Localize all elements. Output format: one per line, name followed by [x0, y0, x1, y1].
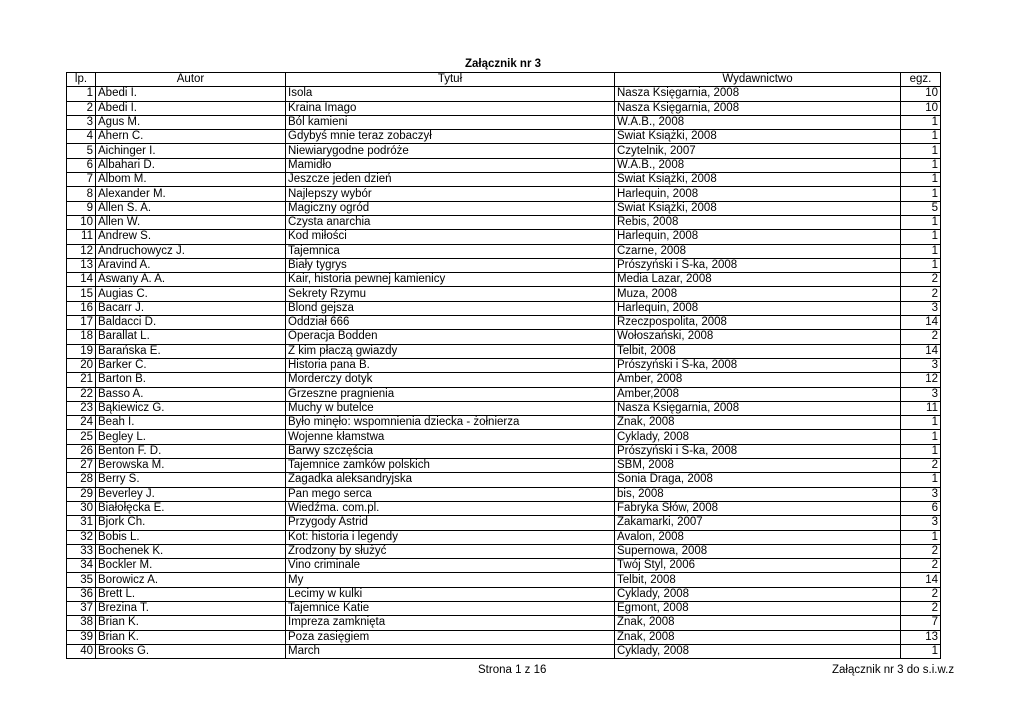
cell-egz: 1 [901, 430, 941, 444]
table-row [67, 215, 941, 229]
cell-egz: 2 [901, 459, 941, 473]
cell-tytul: Kraina Imago [286, 101, 615, 115]
cell-wydawnictwo: Nasza Księgarnia, 2008 [615, 101, 901, 115]
cell-wydawnictwo: Sonia Draga, 2008 [615, 473, 901, 487]
table-body [67, 87, 941, 659]
table-row [67, 101, 941, 115]
table-row [67, 115, 941, 129]
cell-tytul: Morderczy dotyk [286, 373, 615, 387]
table-row [67, 473, 941, 487]
cell-egz: 6 [901, 501, 941, 515]
cell-autor: Bobis L. [96, 530, 286, 544]
cell-wydawnictwo: Czarne, 2008 [615, 244, 901, 258]
table-row [67, 158, 941, 172]
cell-egz: 1 [901, 230, 941, 244]
cell-egz: 2 [901, 587, 941, 601]
table-row [67, 187, 941, 201]
cell-egz: 2 [901, 601, 941, 615]
table-row [67, 244, 941, 258]
cell-wydawnictwo: Telbit, 2008 [615, 344, 901, 358]
cell-wydawnictwo: W.A.B., 2008 [615, 158, 901, 172]
cell-lp: 26 [67, 444, 96, 458]
header-wydawnictwo: Wydawnictwo [615, 73, 901, 87]
cell-lp: 30 [67, 501, 96, 515]
cell-wydawnictwo: Fabryka Słów, 2008 [615, 501, 901, 515]
cell-lp: 15 [67, 287, 96, 301]
cell-wydawnictwo: Media Lazar, 2008 [615, 273, 901, 287]
cell-lp: 38 [67, 616, 96, 630]
table-header-row [67, 73, 941, 87]
table-row [67, 201, 941, 215]
table-row [67, 87, 941, 101]
cell-lp: 32 [67, 530, 96, 544]
cell-lp: 39 [67, 630, 96, 644]
cell-autor: Brooks G. [96, 644, 286, 658]
cell-tytul: Grzeszne pragnienia [286, 387, 615, 401]
cell-egz: 2 [901, 273, 941, 287]
cell-autor: Barker C. [96, 358, 286, 372]
cell-tytul: Tajemnice zamków polskich [286, 459, 615, 473]
cell-egz: 1 [901, 258, 941, 272]
table-row [67, 644, 941, 658]
cell-tytul: Zagadka aleksandryjska [286, 473, 615, 487]
cell-lp: 33 [67, 544, 96, 558]
table-row [67, 173, 941, 187]
cell-wydawnictwo: Nasza Księgarnia, 2008 [615, 401, 901, 415]
cell-wydawnictwo: Wołoszański, 2008 [615, 330, 901, 344]
cell-tytul: Barwy szczęścia [286, 444, 615, 458]
cell-autor: Abedi I. [96, 87, 286, 101]
cell-lp: 25 [67, 430, 96, 444]
cell-egz: 14 [901, 344, 941, 358]
cell-egz: 2 [901, 544, 941, 558]
cell-egz: 3 [901, 516, 941, 530]
table-row [67, 601, 941, 615]
cell-autor: Brett L. [96, 587, 286, 601]
cell-wydawnictwo: Nasza Księgarnia, 2008 [615, 87, 901, 101]
cell-tytul: Magiczny ogród [286, 201, 615, 215]
cell-lp: 21 [67, 373, 96, 387]
table-row [67, 301, 941, 315]
cell-autor: Barańska E. [96, 344, 286, 358]
cell-tytul: Czysta anarchia [286, 215, 615, 229]
cell-autor: Aravind A. [96, 258, 286, 272]
cell-egz: 1 [901, 244, 941, 258]
cell-lp: 8 [67, 187, 96, 201]
cell-egz: 2 [901, 559, 941, 573]
cell-tytul: Impreza zamknięta [286, 616, 615, 630]
cell-autor: Ahern C. [96, 130, 286, 144]
cell-lp: 18 [67, 330, 96, 344]
cell-lp: 37 [67, 601, 96, 615]
cell-wydawnictwo: Harlequin, 2008 [615, 187, 901, 201]
table-row [67, 387, 941, 401]
cell-autor: Brian K. [96, 630, 286, 644]
table-row [67, 273, 941, 287]
cell-wydawnictwo: Znak, 2008 [615, 416, 901, 430]
cell-autor: Bockler M. [96, 559, 286, 573]
cell-lp: 4 [67, 130, 96, 144]
cell-wydawnictwo: Prószyński i S-ka, 2008 [615, 444, 901, 458]
table-row [67, 487, 941, 501]
table-row [67, 459, 941, 473]
cell-egz: 7 [901, 616, 941, 630]
cell-tytul: Kod miłości [286, 230, 615, 244]
cell-egz: 1 [901, 416, 941, 430]
cell-egz: 10 [901, 87, 941, 101]
cell-wydawnictwo: Supernowa, 2008 [615, 544, 901, 558]
cell-lp: 16 [67, 301, 96, 315]
cell-autor: Aswany A. A. [96, 273, 286, 287]
cell-egz: 10 [901, 101, 941, 115]
cell-egz: 2 [901, 287, 941, 301]
cell-tytul: Operacja Bodden [286, 330, 615, 344]
cell-egz: 1 [901, 144, 941, 158]
header-egz: egz. [901, 73, 941, 87]
cell-tytul: Gdybyś mnie teraz zobaczył [286, 130, 615, 144]
cell-wydawnictwo: Świat Książki, 2008 [615, 173, 901, 187]
cell-lp: 23 [67, 401, 96, 415]
cell-autor: Baldacci D. [96, 316, 286, 330]
cell-tytul: Sekrety Rzymu [286, 287, 615, 301]
books-table [66, 72, 941, 659]
cell-lp: 29 [67, 487, 96, 501]
cell-lp: 19 [67, 344, 96, 358]
cell-lp: 6 [67, 158, 96, 172]
cell-wydawnictwo: Cyklady, 2008 [615, 587, 901, 601]
cell-lp: 3 [67, 115, 96, 129]
cell-autor: Abedi I. [96, 101, 286, 115]
table-row [67, 344, 941, 358]
cell-lp: 40 [67, 644, 96, 658]
table-row [67, 373, 941, 387]
page-number: Strona 1 z 16 [478, 664, 547, 676]
cell-egz: 3 [901, 487, 941, 501]
cell-autor: Bjork Ch. [96, 516, 286, 530]
cell-tytul: Zrodzony by służyć [286, 544, 615, 558]
cell-autor: Brezina T. [96, 601, 286, 615]
table-row [67, 630, 941, 644]
cell-tytul: Przygody Astrid [286, 516, 615, 530]
cell-wydawnictwo: Cyklady, 2008 [615, 430, 901, 444]
cell-wydawnictwo: Avalon, 2008 [615, 530, 901, 544]
cell-lp: 36 [67, 587, 96, 601]
cell-tytul: Tajemnica [286, 244, 615, 258]
cell-autor: Brian K. [96, 616, 286, 630]
cell-autor: Barton B. [96, 373, 286, 387]
cell-egz: 5 [901, 201, 941, 215]
cell-wydawnictwo: Muza, 2008 [615, 287, 901, 301]
table-row [67, 559, 941, 573]
cell-egz: 1 [901, 173, 941, 187]
cell-tytul: Biały tygrys [286, 258, 615, 272]
cell-wydawnictwo: Świat Książki, 2008 [615, 201, 901, 215]
cell-tytul: Historia pana B. [286, 358, 615, 372]
cell-egz: 1 [901, 158, 941, 172]
cell-tytul: Kair, historia pewnej kamienicy [286, 273, 615, 287]
footer-annex-label: Załącznik nr 3 do s.i.w.z [832, 664, 955, 676]
cell-tytul: Z kim płaczą gwiazdy [286, 344, 615, 358]
cell-tytul: March [286, 644, 615, 658]
table-row [67, 316, 941, 330]
cell-tytul: Mamidło [286, 158, 615, 172]
cell-wydawnictwo: Egmont, 2008 [615, 601, 901, 615]
cell-autor: Bochenek K. [96, 544, 286, 558]
cell-wydawnictwo: Rebis, 2008 [615, 215, 901, 229]
table-row [67, 401, 941, 415]
cell-lp: 1 [67, 87, 96, 101]
cell-tytul: Oddział 666 [286, 316, 615, 330]
cell-egz: 14 [901, 316, 941, 330]
cell-wydawnictwo: W.A.B., 2008 [615, 115, 901, 129]
cell-lp: 17 [67, 316, 96, 330]
cell-egz: 1 [901, 444, 941, 458]
cell-lp: 22 [67, 387, 96, 401]
cell-autor: Andruchowycz J. [96, 244, 286, 258]
table-row [67, 330, 941, 344]
cell-autor: Borowicz A. [96, 573, 286, 587]
cell-autor: Białołęcka E. [96, 501, 286, 515]
table-row [67, 544, 941, 558]
cell-wydawnictwo: Telbit, 2008 [615, 573, 901, 587]
table-row [67, 587, 941, 601]
cell-wydawnictwo: Świat Książki, 2008 [615, 130, 901, 144]
cell-autor: Benton F. D. [96, 444, 286, 458]
cell-autor: Beah I. [96, 416, 286, 430]
cell-egz: 3 [901, 387, 941, 401]
cell-tytul: Isola [286, 87, 615, 101]
cell-lp: 7 [67, 173, 96, 187]
cell-wydawnictwo: Harlequin, 2008 [615, 230, 901, 244]
table-row [67, 573, 941, 587]
cell-lp: 20 [67, 358, 96, 372]
table-row [67, 358, 941, 372]
cell-wydawnictwo: Twój Styl, 2006 [615, 559, 901, 573]
cell-autor: Augias C. [96, 287, 286, 301]
table-row [67, 501, 941, 515]
cell-autor: Andrew S. [96, 230, 286, 244]
cell-tytul: Lecimy w kulki [286, 587, 615, 601]
table-row [67, 616, 941, 630]
cell-autor: Allen S. A. [96, 201, 286, 215]
cell-tytul: Wojenne kłamstwa [286, 430, 615, 444]
cell-egz: 3 [901, 358, 941, 372]
cell-autor: Bacarr J. [96, 301, 286, 315]
cell-autor: Allen W. [96, 215, 286, 229]
table-row [67, 230, 941, 244]
cell-tytul: Muchy w butelce [286, 401, 615, 415]
cell-lp: 31 [67, 516, 96, 530]
cell-lp: 11 [67, 230, 96, 244]
cell-tytul: Vino criminale [286, 559, 615, 573]
header-lp: lp. [67, 73, 96, 87]
cell-wydawnictwo: Czytelnik, 2007 [615, 144, 901, 158]
table-row [67, 430, 941, 444]
cell-lp: 27 [67, 459, 96, 473]
cell-wydawnictwo: Amber, 2008 [615, 373, 901, 387]
cell-lp: 24 [67, 416, 96, 430]
cell-autor: Aichinger I. [96, 144, 286, 158]
cell-tytul: Kot: historia i legendy [286, 530, 615, 544]
cell-egz: 1 [901, 644, 941, 658]
cell-tytul: Wiedźma. com.pl. [286, 501, 615, 515]
document-title: Załącznik nr 3 [464, 58, 542, 70]
table-row [67, 530, 941, 544]
cell-egz: 13 [901, 630, 941, 644]
cell-wydawnictwo: Cyklady, 2008 [615, 644, 901, 658]
cell-lp: 5 [67, 144, 96, 158]
cell-tytul: Jeszcze jeden dzień [286, 173, 615, 187]
cell-lp: 13 [67, 258, 96, 272]
table-row [67, 516, 941, 530]
cell-wydawnictwo: bis, 2008 [615, 487, 901, 501]
cell-tytul: Pan mego serca [286, 487, 615, 501]
cell-egz: 1 [901, 115, 941, 129]
cell-wydawnictwo: Zakamarki, 2007 [615, 516, 901, 530]
cell-tytul: Było minęło: wspomnienia dziecka - żołnierza [286, 416, 615, 430]
cell-tytul: My [286, 573, 615, 587]
cell-autor: Alexander M. [96, 187, 286, 201]
cell-wydawnictwo: Harlequin, 2008 [615, 301, 901, 315]
cell-lp: 14 [67, 273, 96, 287]
cell-wydawnictwo: Prószyński i S-ka, 2008 [615, 258, 901, 272]
cell-egz: 2 [901, 330, 941, 344]
table-row [67, 130, 941, 144]
cell-tytul: Poza zasięgiem [286, 630, 615, 644]
cell-egz: 1 [901, 187, 941, 201]
cell-autor: Barallat L. [96, 330, 286, 344]
cell-lp: 2 [67, 101, 96, 115]
cell-lp: 12 [67, 244, 96, 258]
cell-egz: 1 [901, 130, 941, 144]
cell-lp: 28 [67, 473, 96, 487]
cell-wydawnictwo: Amber,2008 [615, 387, 901, 401]
header-tytul: Tytuł [286, 73, 615, 87]
cell-egz: 3 [901, 301, 941, 315]
header-autor: Autor [96, 73, 286, 87]
table-row [67, 416, 941, 430]
table-row [67, 287, 941, 301]
cell-lp: 10 [67, 215, 96, 229]
cell-wydawnictwo: Znak, 2008 [615, 616, 901, 630]
cell-egz: 1 [901, 215, 941, 229]
cell-egz: 1 [901, 530, 941, 544]
table-row [67, 144, 941, 158]
cell-tytul: Najlepszy wybór [286, 187, 615, 201]
cell-autor: Beverley J. [96, 487, 286, 501]
cell-autor: Bąkiewicz G. [96, 401, 286, 415]
cell-lp: 35 [67, 573, 96, 587]
cell-tytul: Blond gejsza [286, 301, 615, 315]
cell-autor: Basso A. [96, 387, 286, 401]
cell-autor: Agus M. [96, 115, 286, 129]
cell-tytul: Ból kamieni [286, 115, 615, 129]
cell-lp: 9 [67, 201, 96, 215]
cell-wydawnictwo: Rzeczpospolita, 2008 [615, 316, 901, 330]
cell-wydawnictwo: Prószyński i S-ka, 2008 [615, 358, 901, 372]
table-row [67, 258, 941, 272]
cell-wydawnictwo: SBM, 2008 [615, 459, 901, 473]
cell-autor: Begley L. [96, 430, 286, 444]
cell-wydawnictwo: Znak, 2008 [615, 630, 901, 644]
cell-egz: 1 [901, 473, 941, 487]
cell-egz: 12 [901, 373, 941, 387]
cell-egz: 14 [901, 573, 941, 587]
cell-egz: 11 [901, 401, 941, 415]
table-row [67, 444, 941, 458]
cell-autor: Berowska M. [96, 459, 286, 473]
cell-tytul: Tajemnice Katie [286, 601, 615, 615]
cell-autor: Albahari D. [96, 158, 286, 172]
cell-lp: 34 [67, 559, 96, 573]
cell-autor: Albom M. [96, 173, 286, 187]
cell-autor: Berry S. [96, 473, 286, 487]
cell-tytul: Niewiarygodne podróże [286, 144, 615, 158]
